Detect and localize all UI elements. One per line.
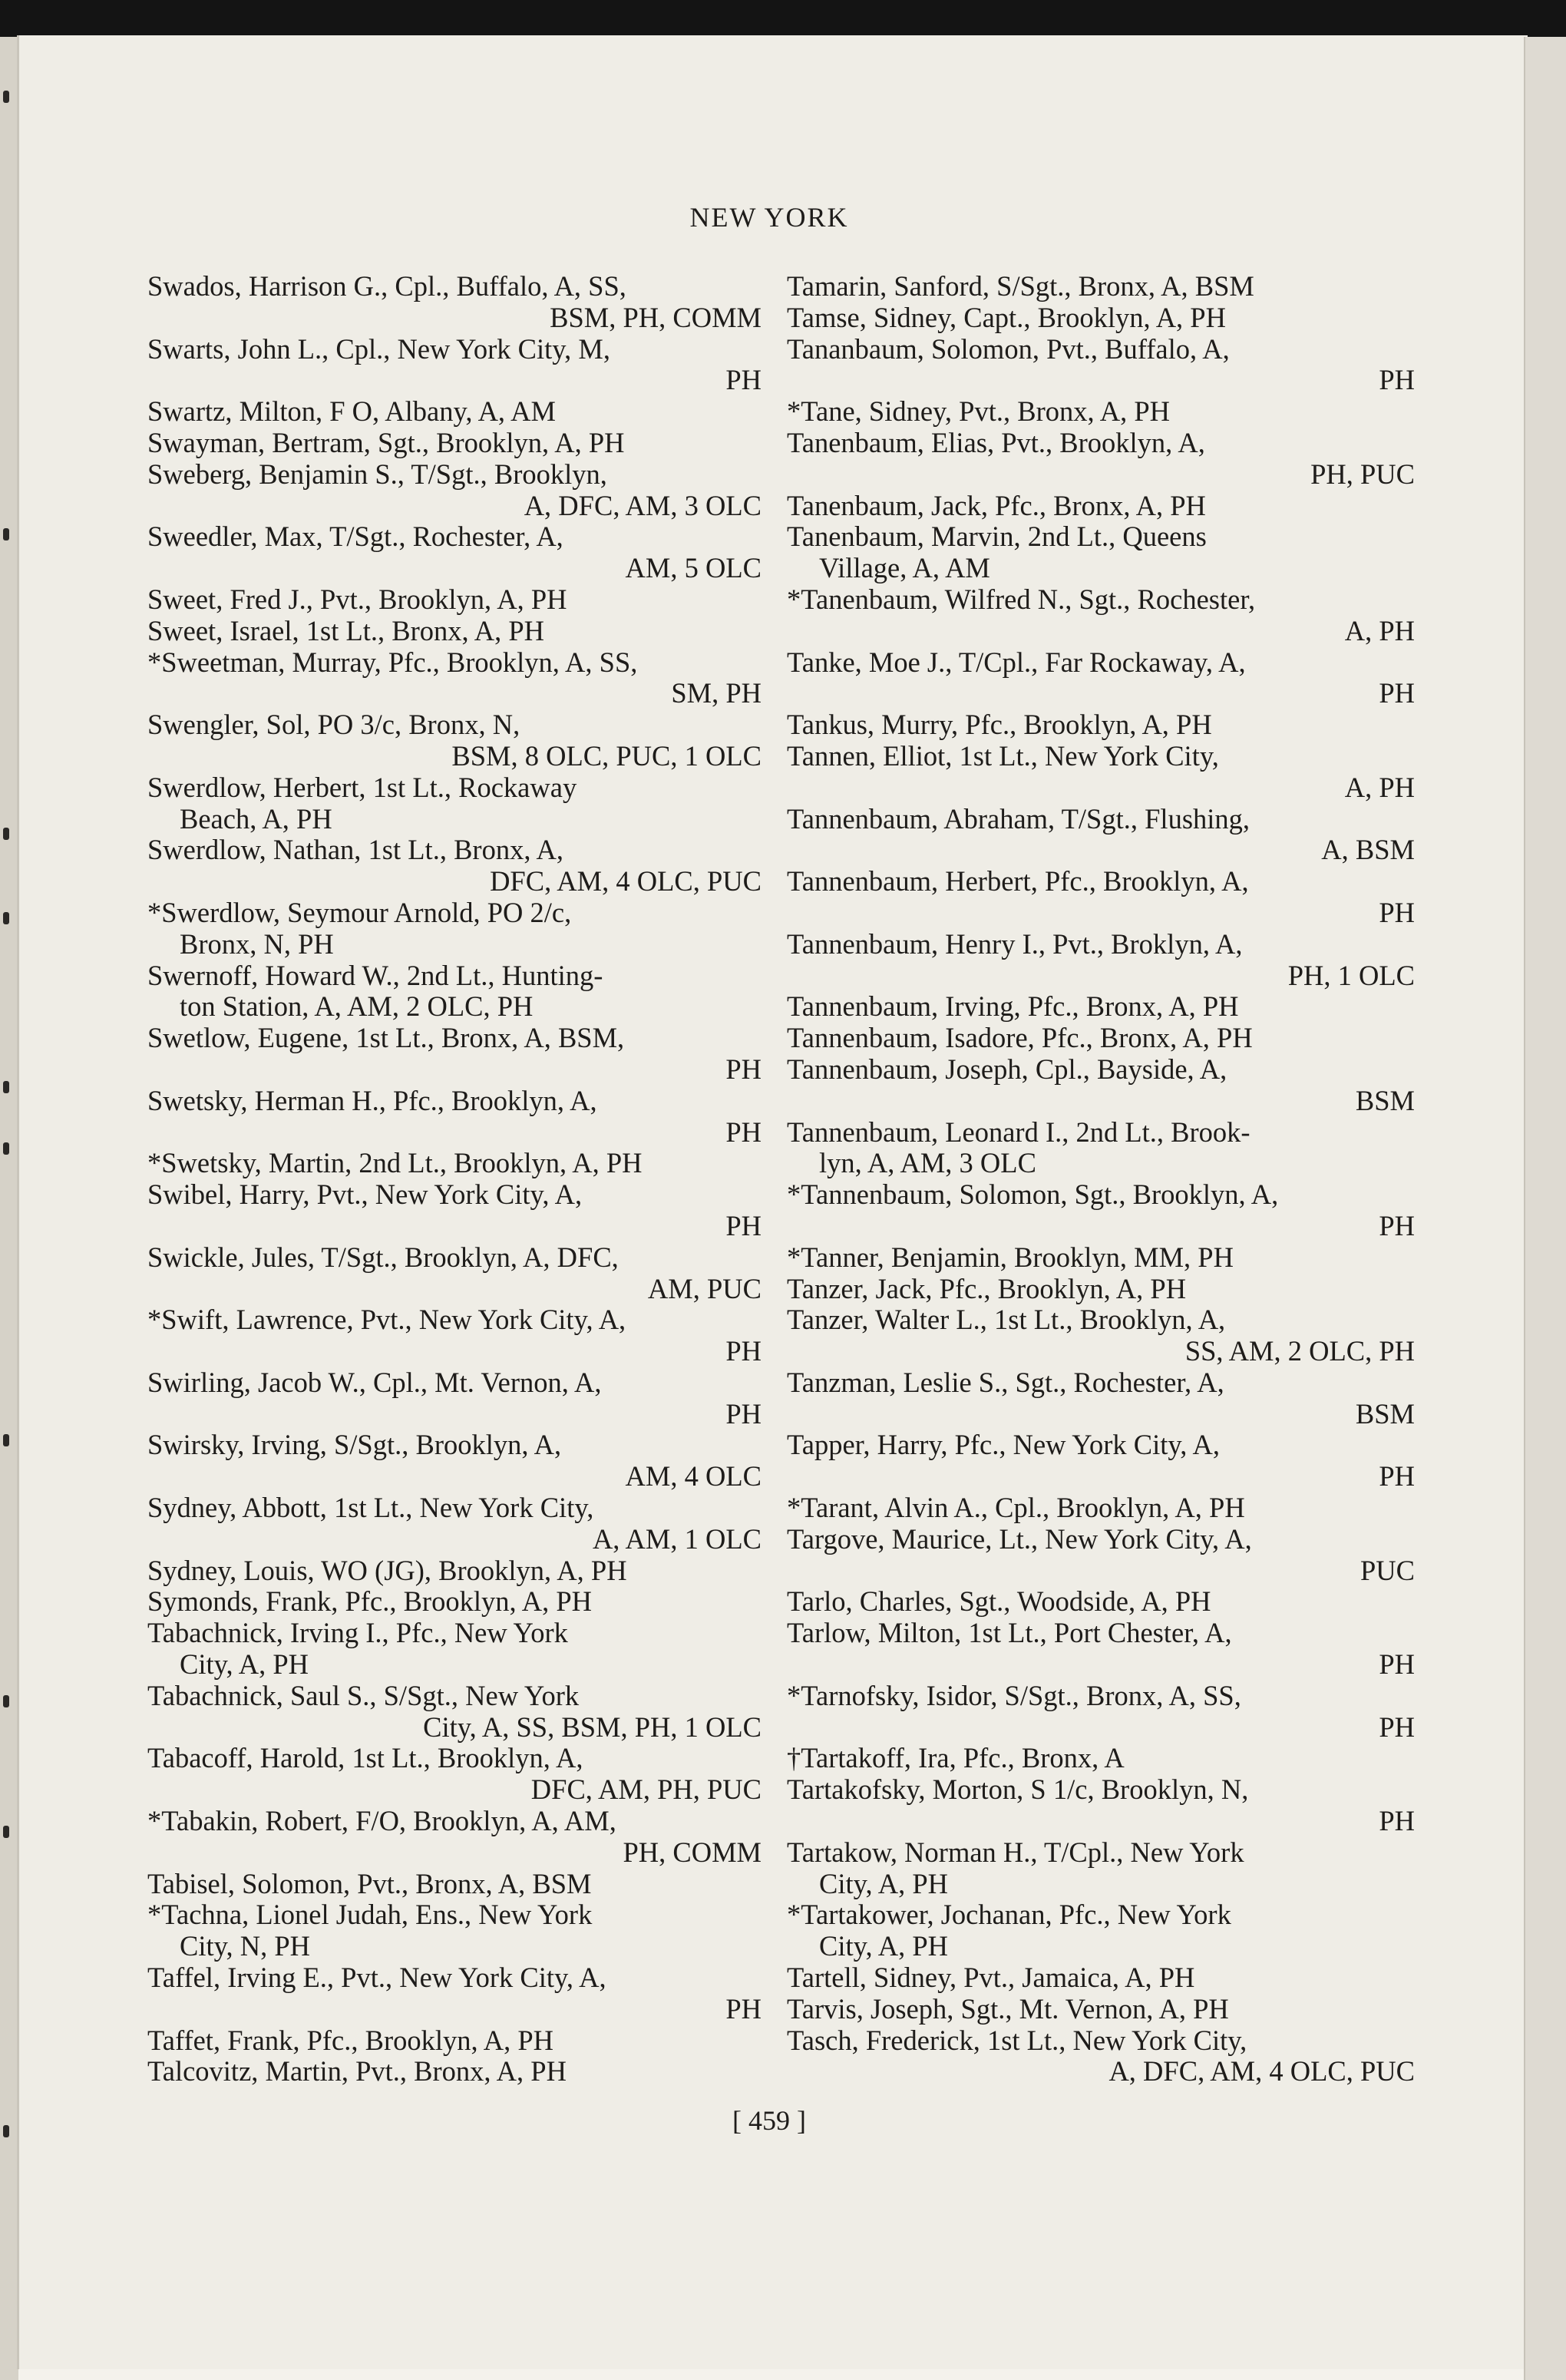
binding-stitch-mark: [3, 1142, 9, 1155]
entry-continuation-line: ton Station, A, AM, 2 OLC, PH: [180, 990, 534, 1023]
entry-line: Tanzer, Walter L., 1st Lt., Brooklyn, A,: [787, 1304, 1226, 1336]
entry-line: Tasch, Frederick, 1st Lt., New York City,: [787, 2024, 1247, 2056]
entry-line: Swengler, Sol, PO 3/c, Bronx, N,: [147, 709, 520, 741]
entry-continuation-line: A, DFC, AM, 3 OLC: [524, 489, 762, 521]
entry-continuation-line: PH: [1379, 1209, 1415, 1241]
binding-stitch-mark: [3, 91, 9, 103]
entry-line: Swerdlow, Nathan, 1st Lt., Bronx, A,: [147, 834, 564, 866]
binding-stitch-mark: [3, 528, 9, 540]
entry-continuation-line: SS, AM, 2 OLC, PH: [1184, 1335, 1415, 1367]
left-column: [147, 271, 762, 2087]
entry-line: Sweet, Israel, 1st Lt., Bronx, A, PH: [147, 614, 545, 646]
entry-line: *Tarnofsky, Isidor, S/Sgt., Bronx, A, SS,: [787, 1679, 1241, 1711]
entry-continuation-line: City, N, PH: [180, 1930, 311, 1962]
entry-line: Swarts, John L., Cpl., New York City, M,: [147, 332, 610, 365]
entry-continuation-line: BSM: [1355, 1397, 1415, 1430]
page-number: [ 459 ]: [732, 2105, 806, 2136]
entry-line: Tankus, Murry, Pfc., Brooklyn, A, PH: [787, 709, 1212, 741]
book-binding-edge: [0, 37, 18, 2380]
entry-line: Targove, Maurice, Lt., New York City, A,: [787, 1522, 1252, 1555]
entry-line: Symonds, Frank, Pfc., Brooklyn, A, PH: [147, 1585, 592, 1618]
entry-line: Tarlow, Milton, 1st Lt., Port Chester, A,: [787, 1617, 1232, 1649]
entry-continuation-line: SM, PH: [671, 677, 762, 709]
entry-line: Tanzer, Jack, Pfc., Brooklyn, A, PH: [787, 1272, 1187, 1304]
entry-continuation-line: PH, 1 OLC: [1287, 959, 1415, 991]
entry-continuation-line: PH: [725, 1116, 762, 1148]
entry-line: Taffel, Irving E., Pvt., New York City, A,: [147, 1962, 606, 1994]
entry-line: *Tanner, Benjamin, Brooklyn, MM, PH: [787, 1241, 1234, 1273]
entry-line: Swetlow, Eugene, 1st Lt., Bronx, A, BSM,: [147, 1022, 625, 1054]
binding-stitch-mark: [3, 1695, 9, 1707]
scan-top-border: [0, 0, 1566, 37]
entry-line: *Tarant, Alvin A., Cpl., Brooklyn, A, PH: [787, 1492, 1245, 1524]
entry-line: Sweberg, Benjamin S., T/Sgt., Brooklyn,: [147, 458, 607, 490]
entry-line: Swartz, Milton, F O, Albany, A, AM: [147, 395, 556, 428]
entry-line: Tanke, Moe J., T/Cpl., Far Rockaway, A,: [787, 646, 1246, 678]
entry-line: Swetsky, Herman H., Pfc., Brooklyn, A,: [147, 1084, 597, 1116]
entry-line: Swayman, Bertram, Sgt., Brooklyn, A, PH: [147, 426, 625, 458]
entry-line: Tannenbaum, Abraham, T/Sgt., Flushing,: [787, 802, 1250, 835]
entry-continuation-line: Village, A, AM: [819, 552, 990, 584]
entry-continuation-line: A, PH: [1344, 771, 1415, 803]
entry-continuation-line: A, DFC, AM, 4 OLC, PUC: [1108, 2055, 1415, 2087]
entry-line: Tannenbaum, Henry I., Pvt., Broklyn, A,: [787, 927, 1243, 960]
entry-continuation-line: BSM, 8 OLC, PUC, 1 OLC: [451, 739, 762, 772]
entry-line: Tabachnick, Saul S., S/Sgt., New York: [147, 1679, 580, 1711]
entry-line: Sweet, Fred J., Pvt., Brooklyn, A, PH: [147, 583, 567, 615]
entry-continuation-line: City, A, PH: [819, 1867, 949, 1899]
entry-line: Swibel, Harry, Pvt., New York City, A,: [147, 1178, 583, 1211]
binding-stitch-mark: [3, 912, 9, 924]
entry-continuation-line: Beach, A, PH: [180, 802, 332, 835]
entry-continuation-line: lyn, A, AM, 3 OLC: [819, 1147, 1036, 1179]
binding-stitch-mark: [3, 1826, 9, 1838]
entry-continuation-line: PUC: [1360, 1554, 1415, 1586]
entry-continuation-line: Bronx, N, PH: [180, 927, 334, 960]
binding-stitch-mark: [3, 1081, 9, 1093]
entry-line: Sydney, Louis, WO (JG), Brooklyn, A, PH: [147, 1554, 627, 1586]
entry-continuation-line: City, A, PH: [819, 1930, 949, 1962]
entry-line: Tartell, Sidney, Pvt., Jamaica, A, PH: [787, 1962, 1195, 1994]
entry-line: Tanzman, Leslie S., Sgt., Rochester, A,: [787, 1366, 1224, 1398]
entry-line: *Tartakower, Jochanan, Pfc., New York: [787, 1899, 1231, 1931]
entry-line: Swerdlow, Herbert, 1st Lt., Rockaway: [147, 771, 577, 803]
entry-line: *Swerdlow, Seymour Arnold, PO 2/c,: [147, 896, 572, 928]
entry-continuation-line: A, BSM: [1321, 834, 1415, 866]
entry-line: Tarvis, Joseph, Sgt., Mt. Vernon, A, PH: [787, 1992, 1229, 2025]
entry-line: Swirsky, Irving, S/Sgt., Brooklyn, A,: [147, 1429, 562, 1461]
entry-continuation-line: PH: [725, 1992, 762, 2025]
entry-line: Swernoff, Howard W., 2nd Lt., Hunting-: [147, 959, 603, 991]
entry-line: Swickle, Jules, T/Sgt., Brooklyn, A, DFC,: [147, 1241, 619, 1273]
entry-continuation-line: PH: [725, 1397, 762, 1430]
entry-continuation-line: PH: [725, 364, 762, 396]
entry-continuation-line: PH: [1379, 677, 1415, 709]
entry-line: Tartakow, Norman H., T/Cpl., New York: [787, 1836, 1244, 1868]
entry-continuation-line: AM, 5 OLC: [625, 552, 762, 584]
entry-continuation-line: A, PH: [1344, 614, 1415, 646]
binding-stitch-mark: [3, 1434, 9, 1446]
entry-line: Tapper, Harry, Pfc., New York City, A,: [787, 1429, 1221, 1461]
entry-line: *Swetsky, Martin, 2nd Lt., Brooklyn, A, PH: [147, 1147, 643, 1179]
entry-line: Tanenbaum, Marvin, 2nd Lt., Queens: [787, 521, 1207, 553]
entry-line: Tamse, Sidney, Capt., Brooklyn, A, PH: [787, 301, 1226, 333]
page-heading: NEW YORK: [689, 202, 849, 233]
entry-line: Taffet, Frank, Pfc., Brooklyn, A, PH: [147, 2024, 554, 2056]
entry-continuation-line: BSM, PH, COMM: [550, 301, 762, 333]
entry-line: Tanenbaum, Elias, Pvt., Brooklyn, A,: [787, 426, 1205, 458]
entry-line: Swirling, Jacob W., Cpl., Mt. Vernon, A,: [147, 1366, 602, 1398]
entry-continuation-line: AM, PUC: [647, 1272, 762, 1304]
entry-continuation-line: City, A, SS, BSM, PH, 1 OLC: [423, 1711, 762, 1743]
entry-line: *Swift, Lawrence, Pvt., New York City, A,: [147, 1304, 626, 1336]
entry-line: Tannen, Elliot, 1st Lt., New York City,: [787, 739, 1219, 772]
entry-line: *Tabakin, Robert, F/O, Brooklyn, A, AM,: [147, 1805, 616, 1837]
entry-continuation-line: DFC, AM, 4 OLC, PUC: [490, 865, 762, 897]
entry-line: Tannenbaum, Irving, Pfc., Bronx, A, PH: [787, 990, 1239, 1023]
entry-continuation-line: PH: [1379, 896, 1415, 928]
entry-continuation-line: PH: [725, 1053, 762, 1085]
entry-line: Tabachnick, Irving I., Pfc., New York: [147, 1617, 568, 1649]
entry-line: Tartakofsky, Morton, S 1/c, Brooklyn, N,: [787, 1773, 1249, 1806]
entry-continuation-line: BSM: [1355, 1084, 1415, 1116]
entry-continuation-line: PH: [1379, 1648, 1415, 1681]
page-stack-edge: [1524, 37, 1566, 2380]
entry-continuation-line: DFC, AM, PH, PUC: [530, 1773, 762, 1806]
entry-line: *Tannenbaum, Solomon, Sgt., Brooklyn, A,: [787, 1178, 1279, 1211]
entry-line: Tamarin, Sanford, S/Sgt., Bronx, A, BSM: [787, 270, 1254, 302]
entry-line: Tannenbaum, Herbert, Pfc., Brooklyn, A,: [787, 865, 1249, 897]
entry-line: *Sweetman, Murray, Pfc., Brooklyn, A, SS,: [147, 646, 638, 678]
entry-line: Talcovitz, Martin, Pvt., Bronx, A, PH: [147, 2055, 567, 2087]
entry-line: Tananbaum, Solomon, Pvt., Buffalo, A,: [787, 332, 1230, 365]
entry-line: Swados, Harrison G., Cpl., Buffalo, A, SS,: [147, 270, 626, 302]
entry-line: Tabisel, Solomon, Pvt., Bronx, A, BSM: [147, 1867, 592, 1899]
entry-line: Tabacoff, Harold, 1st Lt., Brooklyn, A,: [147, 1742, 583, 1774]
entry-continuation-line: PH, COMM: [623, 1836, 762, 1868]
entry-continuation-line: City, A, PH: [180, 1648, 309, 1681]
entry-line: Tanenbaum, Jack, Pfc., Bronx, A, PH: [787, 489, 1206, 521]
entry-line: *Tane, Sidney, Pvt., Bronx, A, PH: [787, 395, 1170, 428]
right-column: [787, 271, 1415, 2087]
entry-line: Tannenbaum, Leonard I., 2nd Lt., Brook-: [787, 1116, 1250, 1148]
entry-line: Tannenbaum, Isadore, Pfc., Bronx, A, PH: [787, 1022, 1253, 1054]
entry-continuation-line: PH: [1379, 1711, 1415, 1743]
entry-continuation-line: PH: [725, 1335, 762, 1367]
entry-line: †Tartakoff, Ira, Pfc., Bronx, A: [787, 1742, 1125, 1774]
entry-line: *Tachna, Lionel Judah, Ens., New York: [147, 1899, 593, 1931]
entry-continuation-line: PH: [1379, 1805, 1415, 1837]
entry-line: *Tanenbaum, Wilfred N., Sgt., Rochester,: [787, 583, 1256, 615]
entry-line: Tannenbaum, Joseph, Cpl., Bayside, A,: [787, 1053, 1227, 1085]
entry-line: Tarlo, Charles, Sgt., Woodside, A, PH: [787, 1585, 1211, 1618]
entry-line: Sweedler, Max, T/Sgt., Rochester, A,: [147, 521, 563, 553]
entry-continuation-line: A, AM, 1 OLC: [592, 1522, 762, 1555]
entry-continuation-line: PH: [1379, 364, 1415, 396]
entry-continuation-line: PH: [1379, 1460, 1415, 1492]
entry-continuation-line: PH, PUC: [1310, 458, 1415, 490]
entry-continuation-line: PH: [725, 1209, 762, 1241]
entry-line: Sydney, Abbott, 1st Lt., New York City,: [147, 1492, 594, 1524]
binding-stitch-mark: [3, 828, 9, 840]
entry-continuation-line: AM, 4 OLC: [625, 1460, 762, 1492]
